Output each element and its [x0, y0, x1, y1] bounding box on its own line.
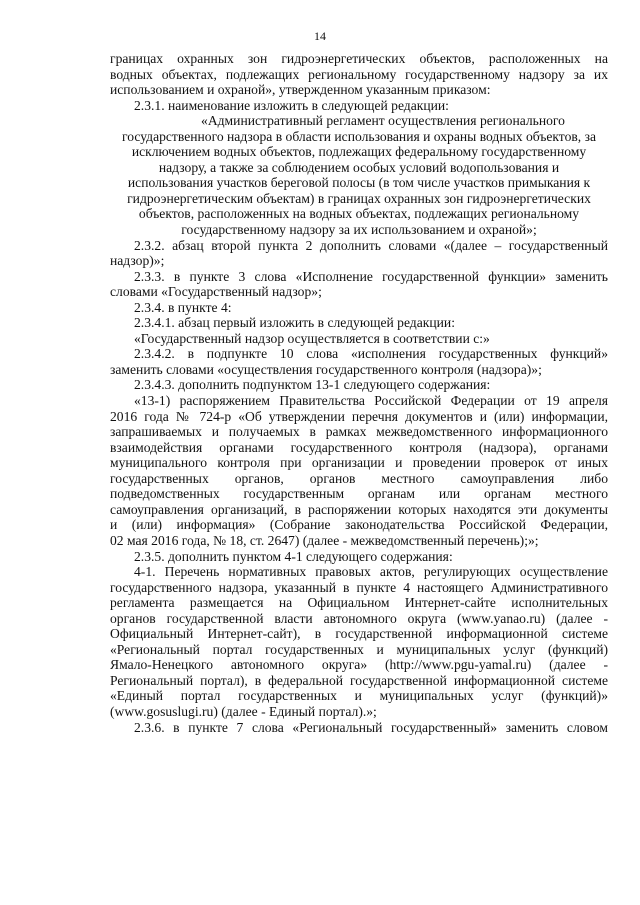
text-line: 2016 года № 724-р «Об утверждении перечня документов и (или) информации, [110, 408, 608, 424]
text-line: объектов, расположенных на водных объектах, подлежащих региональному [138, 206, 580, 222]
text-line: гидроэнергетическим объектам) в границах охранных зон гидроэнергетических [127, 190, 591, 206]
text-line: взаимодействия органами государственного контроля (надзора), органами [110, 439, 608, 455]
text-line: «Единый портал государственных и муниципальных услуг (функций)» [110, 688, 608, 704]
text-line: водных объектах, подлежащих региональному государственному надзору за их [110, 66, 608, 82]
text-line: государственного надзора, указанный в пункте 4 настоящего Административного [110, 579, 608, 595]
text-line: 4-1. Перечень нормативных правовых актов, регулирующих осуществление [134, 564, 608, 580]
text-line: исключением водных объектов, подлежащих федеральному государственному [131, 144, 587, 160]
document-body [110, 51, 608, 735]
text-line: самоуправления организаций, в распоряжении которых находятся эти документы [110, 501, 608, 517]
text-line: Ямало-Ненецкого автономного округа» (http://www.pgu-yamal.ru) (далее - [110, 657, 608, 673]
text-line: границах охранных зон гидроэнергетических объектов, расположенных на [110, 51, 608, 66]
text-line: 2.3.5. дополнить пунктом 4-1 следующего содержания: [134, 548, 453, 564]
text-line: 2.3.6. в пункте 7 слова «Региональный государственный» заменить словом [134, 719, 608, 735]
text-line: 02 мая 2016 года, № 18, ст. 2647) (далее - межведомственный перечень);»; [110, 532, 539, 548]
text-line: 2.3.3. в пункте 3 слова «Исполнение государственной функции» заменить [134, 268, 608, 284]
text-line: 2.3.1. наименование изложить в следующей редакции: [134, 97, 449, 113]
text-line: 2.3.4.3. дополнить подпунктом 13-1 следующего содержания: [134, 377, 491, 393]
text-line: «Государственный надзор осуществляется в соответствии с:» [134, 330, 490, 346]
text-line: регламента размещается на Официальном Интернет-сайте исполнительных [110, 595, 608, 611]
text-line: надзор)»; [110, 253, 165, 269]
text-line: заменить словами «осуществления государственного контроля (надзора)»; [110, 361, 542, 377]
text-line: «13-1) распоряжением Правительства Российской Федерации от 19 апреля [134, 393, 608, 409]
text-line: «Региональный портал государственных и муниципальных услуг (функций) [110, 641, 608, 657]
text-line: подведомственных государственным органам или органам местного [110, 486, 608, 502]
text-line: использованием и охраной», утвержденном указанным приказом: [110, 82, 491, 98]
text-line: и (или) информация» (Собрание законодательства Российской Федерации, [110, 517, 608, 533]
text-line: 2.3.4. в пункте 4: [134, 299, 232, 315]
regulation-title-quote [110, 113, 608, 237]
text-line: государственному надзору за их использованием и охраной»; [181, 222, 537, 238]
text-line: Региональный портал), в федеральной государственной информационной системе [110, 672, 608, 688]
page-number: 14 [314, 29, 326, 43]
text-line: словами «Государственный надзор»; [110, 284, 322, 300]
text-line: государственного надзора в области использования и охраны водных объектов, за [121, 128, 596, 144]
text-line: 2.3.2. абзац второй пункта 2 дополнить словами «(далее – государственный [134, 237, 608, 253]
text-line: «Административный регламент осуществления регионального [201, 113, 565, 129]
text-line: использования участков береговой полосы (в том числе участков примыкания к [127, 175, 591, 191]
text-line: (www.gosuslugi.ru) (далее - Единый портал).»; [110, 703, 377, 719]
text-line: государственных органов, органов местного самоуправления либо [110, 470, 608, 486]
text-line: надзору, а также за соблюдением особых условий водопользования и [158, 159, 560, 175]
text-line: запрашиваемых и получаемых в рамках межведомственного информационного [110, 424, 608, 440]
text-line: 2.3.4.2. в подпункте 10 слова «исполнения государственных функций» [134, 346, 608, 362]
text-line: органов государственной власти автономного округа (www.yanao.ru) (далее - [110, 610, 608, 626]
text-line: муниципального контроля при организации и проведении проверок от иных [110, 455, 608, 471]
text-line: 2.3.4.1. абзац первый изложить в следующей редакции: [134, 315, 455, 331]
text-line: Официальный Интернет-сайт), в государственной информационной системе [110, 626, 608, 642]
